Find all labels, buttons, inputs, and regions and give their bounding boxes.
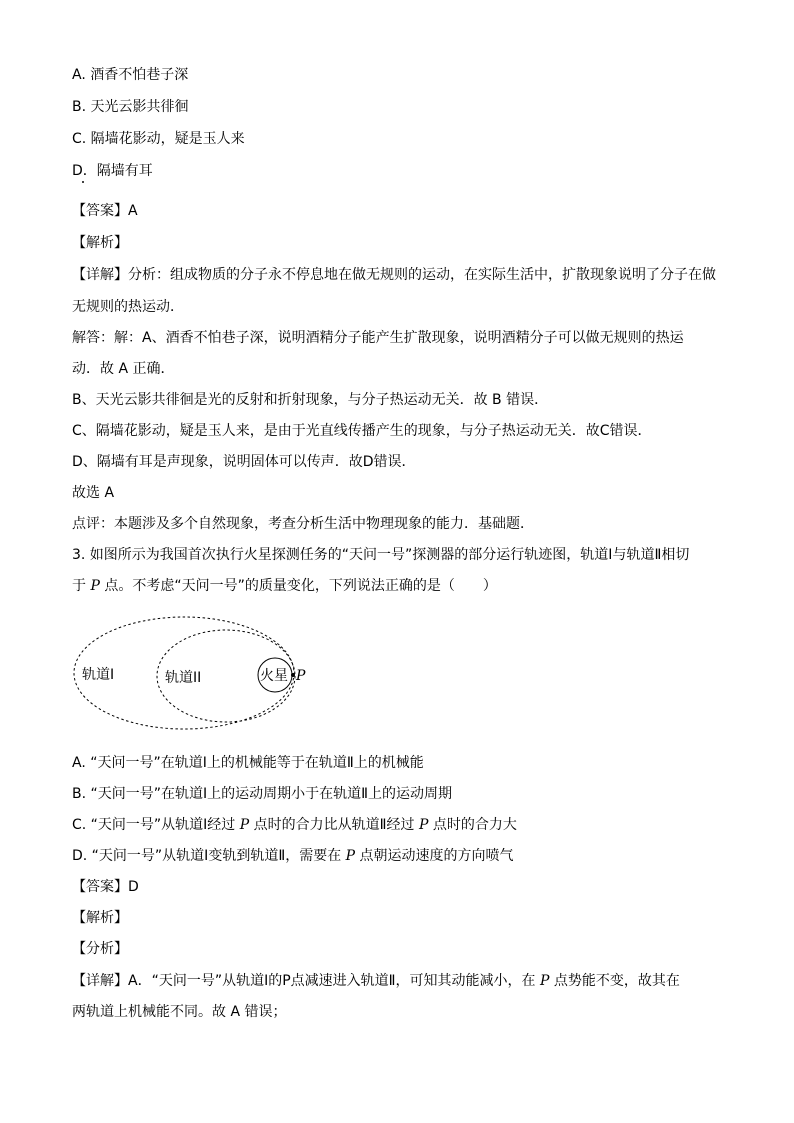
q2-detail-line-1: 【详解】分析：组成物质的分子永不停息地在做无规则的运动，在实际生活中，扩散现象说明了分子在做: [72, 267, 716, 283]
q2-analysis-tag: 【解析】: [72, 235, 128, 251]
q3-detail-line-2: 两轨道上机械能不同。故 A 错误；: [72, 1004, 287, 1020]
q3-option-b: B. “天问一号”在轨道Ⅰ上的运动周期小于在轨道Ⅱ上的运动周期: [72, 786, 453, 802]
q3-option-d-b: 点朝运动速度的方向喷气: [355, 848, 514, 864]
q2-d-line: D、隔墙有耳是声现象，说明固体可以传声．故D错误．: [72, 454, 416, 470]
q2-option-b: B. 天光云影共徘徊: [72, 99, 189, 115]
stray-dot: [82, 181, 84, 183]
q3-detail-line-1-b: 点势能不变，故其在: [549, 973, 680, 989]
q3-option-c-a: C. “天问一号”从轨道Ⅰ经过: [72, 817, 240, 833]
point-p-dot: [291, 673, 295, 677]
q3-stem-line-2: [72, 576, 497, 596]
q3-option-d-a: D. “天问一号”从轨道Ⅰ变轨到轨道Ⅱ，需要在: [72, 848, 346, 864]
q2-option-d: D．隔墙有耳: [72, 163, 153, 179]
q2-solve-line-2: 动．故 A 正确．: [72, 361, 175, 377]
q3-option-c-p1: P: [239, 817, 250, 833]
q3-stem-line-2-a: 于: [72, 578, 91, 594]
q3-fenxi-tag: 【分析】: [72, 941, 128, 957]
q2-choose: 故选 A: [72, 485, 115, 501]
q3-option-d: [72, 846, 514, 866]
q2-c-line: C、隔墙花影动，疑是玉人来，是由于光直线传播产生的现象，与分子热运动无关．故C错误．: [72, 423, 652, 439]
q2-comment: 点评：本题涉及多个自然现象，考查分析生活中物理现象的能力．基础题．: [72, 516, 534, 532]
mars-label: 火星: [260, 668, 288, 684]
q3-option-d-p: P: [345, 848, 356, 864]
q3-detail-line-1-a: 【详解】A．“天问一号”从轨道Ⅰ的P点减速进入轨道Ⅱ，可知其动能减小，在: [72, 973, 540, 989]
q3-option-c-b: 点时的合力比从轨道Ⅱ经过: [249, 817, 419, 833]
q3-detail-line-1: [72, 971, 680, 991]
q3-option-c-p2: P: [418, 817, 429, 833]
q3-analysis-tag: 【解析】: [72, 910, 128, 926]
q3-stem-line-1: 3. 如图所示为我国首次执行火星探测任务的“天问一号”探测器的部分运行轨迹图，轨道Ⅰ与轨道Ⅱ相切: [72, 547, 690, 563]
orbit-2-label: 轨道II: [165, 670, 202, 686]
q3-answer: 【答案】D: [72, 879, 139, 895]
q3-stem-point-p: P: [90, 578, 100, 594]
q3-detail-point-p: P: [540, 973, 550, 989]
q2-b-line: B、天光云影共徘徊是光的反射和折射现象，与分子热运动无关．故 B 错误．: [72, 392, 549, 408]
q2-option-c: C. 隔墙花影动，疑是玉人来: [72, 131, 245, 147]
q2-solve-line-1: 解答：解：A、酒香不怕巷子深，说明酒精分子能产生扩散现象，说明酒精分子可以做无规则的热运: [72, 330, 684, 346]
point-p-label: P: [296, 668, 306, 684]
q2-option-a: A. 酒香不怕巷子深: [72, 67, 189, 83]
q2-answer: 【答案】A: [72, 203, 138, 219]
orbit-diagram: [72, 610, 322, 736]
q2-detail-line-2: 无规则的热运动．: [72, 299, 184, 315]
q3-option-c-c: 点时的合力大: [428, 817, 517, 833]
q3-option-a: A. “天问一号”在轨道Ⅰ上的机械能等于在轨道Ⅱ上的机械能: [72, 755, 424, 771]
q3-option-c: [72, 815, 517, 835]
orbit-1-label: 轨道I: [82, 667, 115, 683]
q3-stem-line-2-b: 点。不考虑“天问一号”的质量变化，下列说法正确的是（ ）: [99, 578, 497, 594]
